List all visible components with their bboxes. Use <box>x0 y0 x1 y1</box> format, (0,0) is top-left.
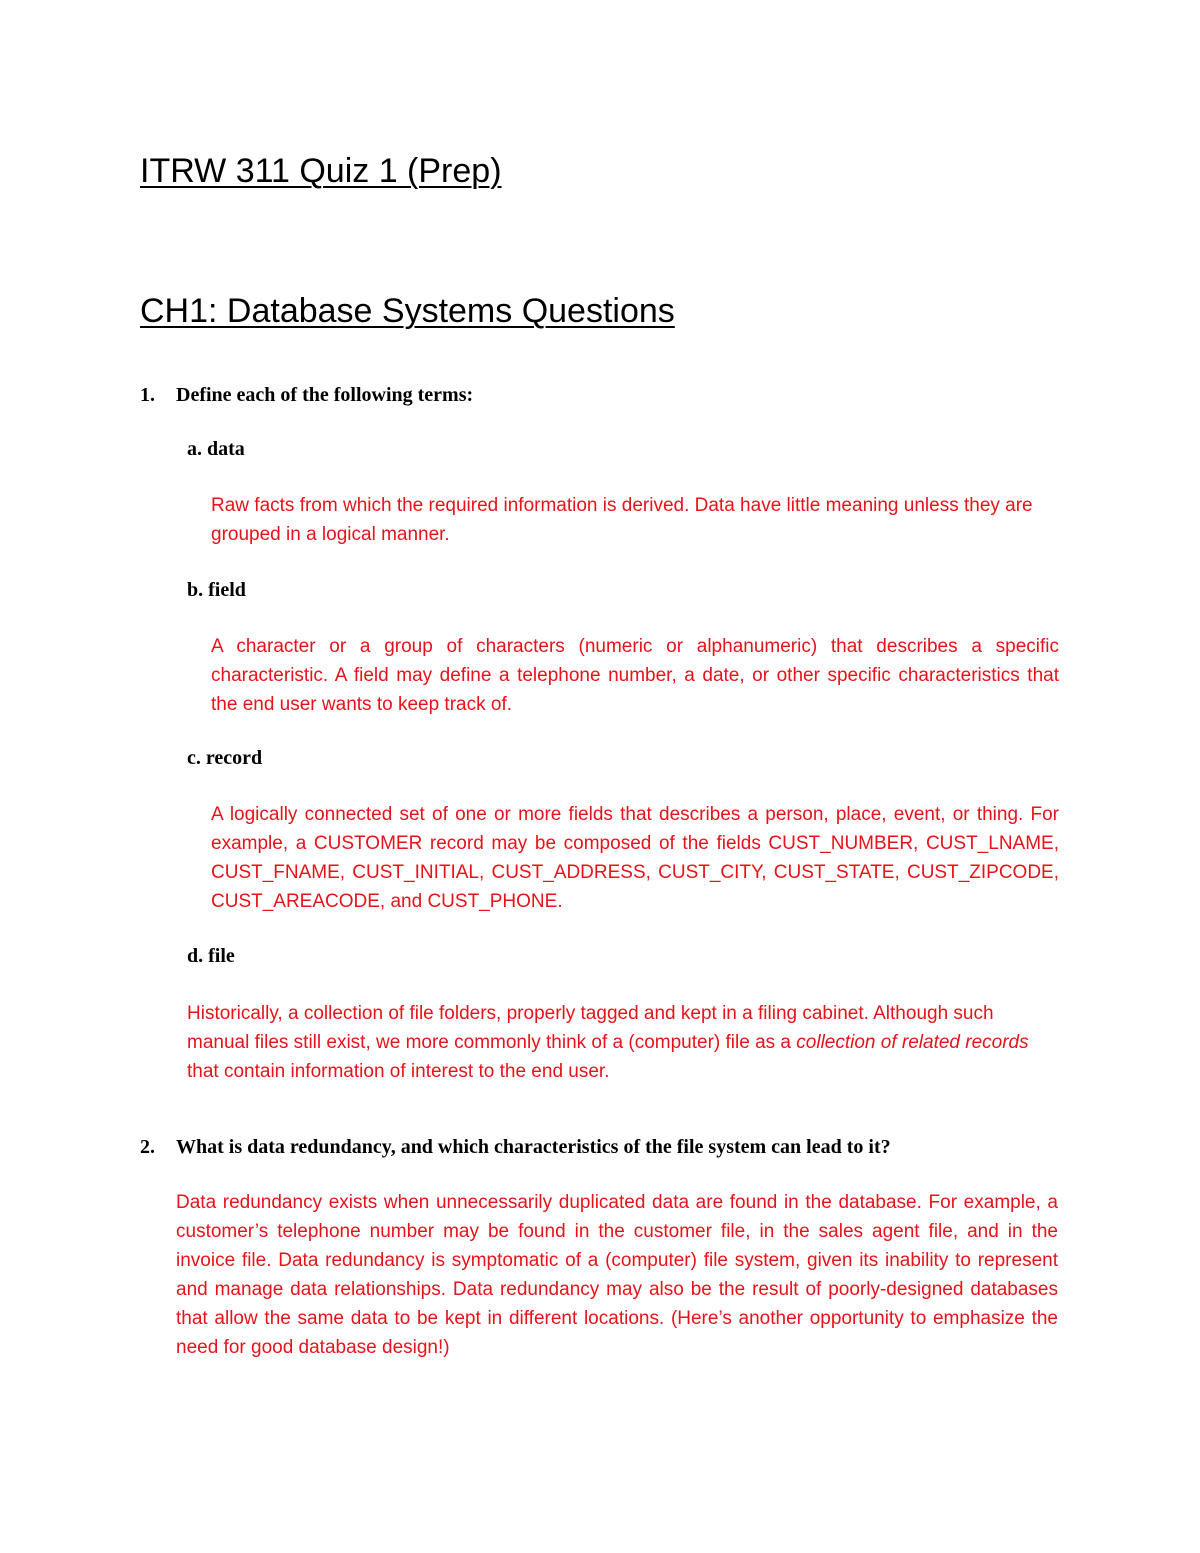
question-text: Define each of the following terms: <box>176 384 474 406</box>
term-label-field: b. field <box>187 579 246 601</box>
document-title: ITRW 311 Quiz 1 (Prep) <box>140 152 502 190</box>
answer-record: A logically connected set of one or more fields that describes a person, place, event, or thing. For example, a CUSTOMER record may be composed of the fields CUST_NUMBER, CUST_LNAME, CUST_FNAME, CUST_INITIAL, CUST_ADDRESS, CUST_CITY, CUST_STATE, CUST_ZIPCODE, CUST_AREACODE, and CUST_PHONE. <box>211 804 1059 912</box>
answer-file-text-end: that contain information of interest to the end user. <box>187 1061 610 1082</box>
answer-data: Raw facts from which the required information is derived. Data have little meaning unless they are grouped in a logical manner. <box>211 495 1033 545</box>
term-label-record: c. record <box>187 747 263 769</box>
answer-data-redundancy: Data redundancy exists when unnecessarily duplicated data are found in the database. For example, a customer’s telephone number may be found in the customer file, in the sales agent file, and in the invoice file. Data redundancy is symptomatic of a (computer) file system, given its inability to represent and manage data relationships. Data redundancy may also be the result of poorly-designed databases that allow the same data to be kept in different locations. (Here’s another opportunity to emphasize the need for good database design!) <box>176 1192 1058 1358</box>
term-label-data: a. data <box>187 438 245 460</box>
question-text: What is data redundancy, and which characteristics of the file system can lead to it? <box>176 1136 891 1158</box>
term-label-file: d. file <box>187 945 235 967</box>
answer-file <box>187 999 1037 1086</box>
chapter-heading: CH1: Database Systems Questions <box>140 292 675 330</box>
question-number: 2. <box>140 1136 155 1158</box>
answer-file-emphasis: collection of related records <box>796 1032 1029 1053</box>
question-2 <box>140 1137 891 1157</box>
question-1 <box>140 385 473 405</box>
answer-file-text: Historically, a collection of file folders, properly tagged and kept in a filing cabinet. Although such manual files still exist, we more commonly think of a (computer) file as a <box>187 1003 994 1053</box>
answer-field: A character or a group of characters (numeric or alphanumeric) that describes a specific characteristic. A field may define a telephone number, a date, or other specific characteristics that the end user wants to keep track of. <box>211 636 1059 715</box>
question-number: 1. <box>140 384 155 406</box>
